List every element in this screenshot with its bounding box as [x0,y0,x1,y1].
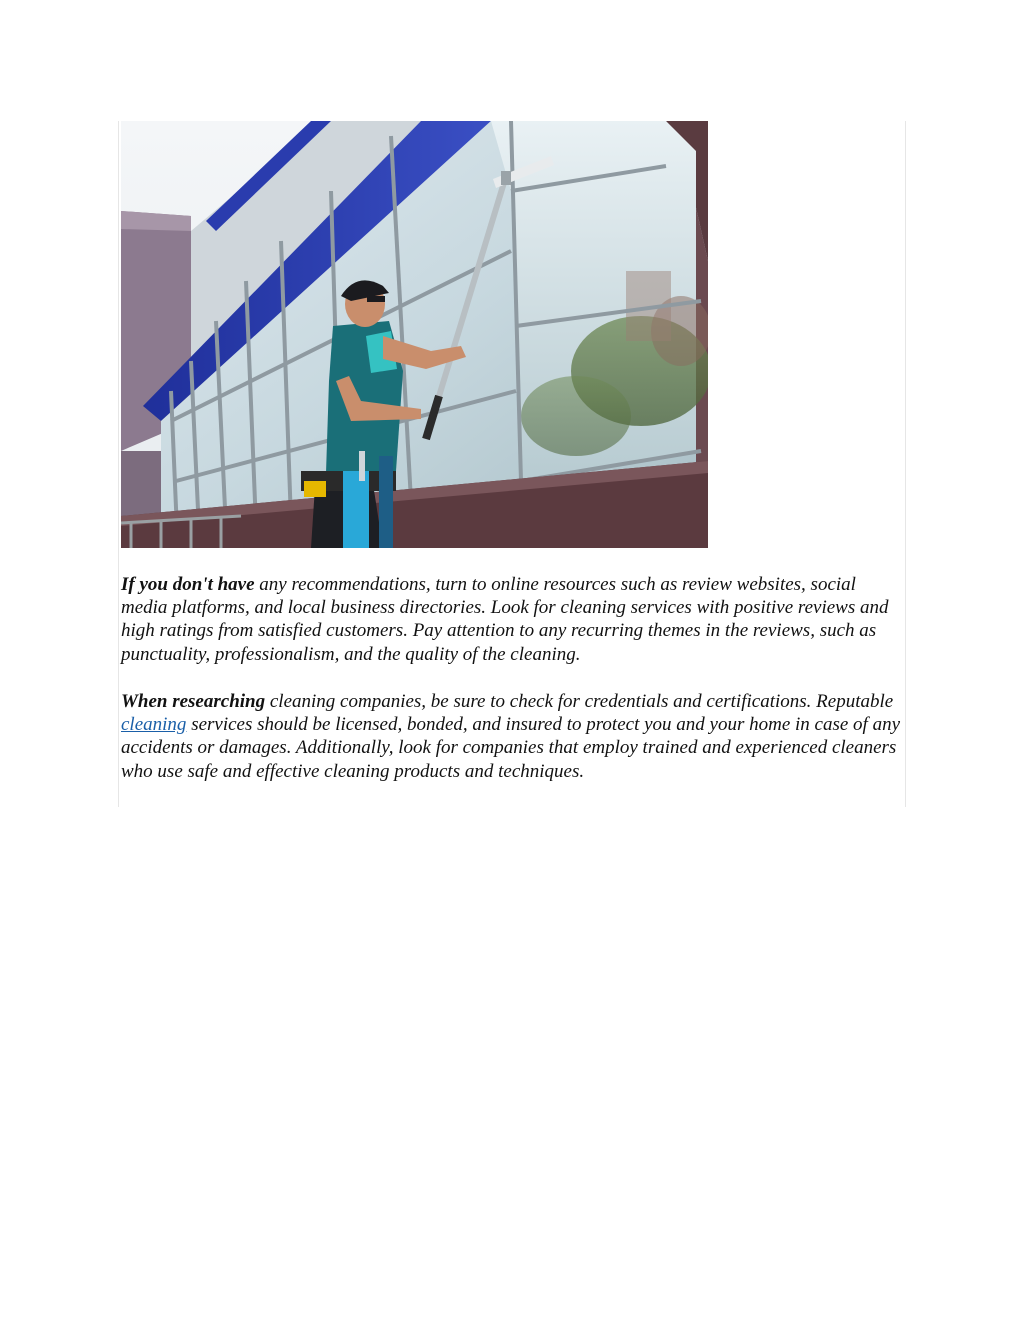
paragraph-lead: When researching [121,691,266,712]
paragraph-text-after-link: services should be licensed, bonded, and insured to protect you and your home in case of any accidents or damages. Additionally, look for companies that employ trained and experienced cleaners who use safe and effective cleaning products and techniques. [121,714,901,782]
paragraph-recommendations [121,573,905,666]
window-cleaner-photo [121,121,708,548]
cleaning-link[interactable]: cleaning [121,714,187,736]
paragraph-text-before-link: cleaning companies, be sure to check for credentials and certifications. Reputable [265,691,894,712]
paragraph-researching [121,690,905,783]
paragraph-lead: If you don't have [121,574,255,595]
paragraph-text: any recommendations, turn to online resources such as review websites, social media platforms, and local business directories. Look for cleaning services with positive reviews and high ratings from satisfied customers. Pay attention to any recurring themes in the reviews, such as punctuality, professionalism, and the quality of the cleaning. [121,574,889,665]
